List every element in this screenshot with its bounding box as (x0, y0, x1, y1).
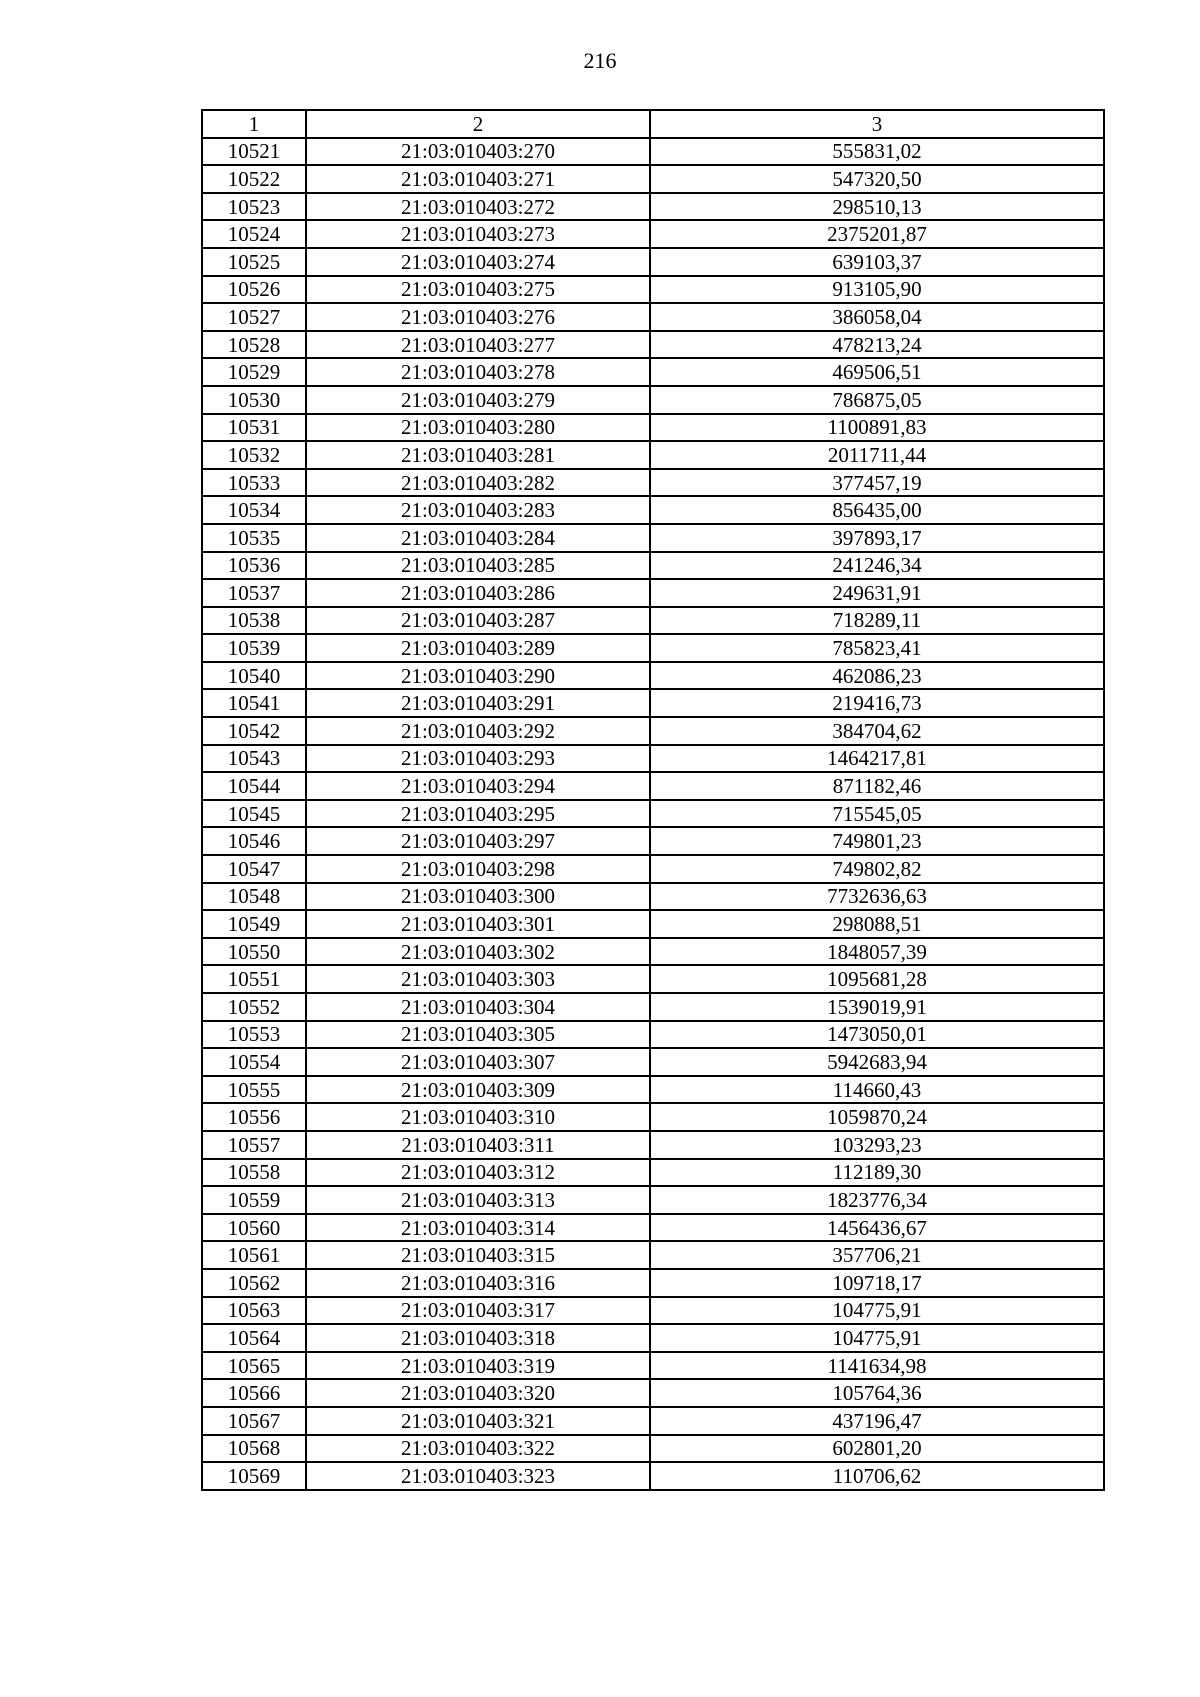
cadastral-number-cell: 21:03:010403:287 (306, 607, 650, 635)
cadastral-number-cell: 21:03:010403:279 (306, 386, 650, 414)
value-cell: 856435,00 (650, 496, 1104, 524)
row-number-cell: 10538 (202, 607, 306, 635)
cadastral-number-cell: 21:03:010403:270 (306, 138, 650, 166)
cadastral-number-cell: 21:03:010403:278 (306, 358, 650, 386)
table-row (202, 1297, 1104, 1325)
value-cell: 462086,23 (650, 662, 1104, 690)
cadastral-number-cell: 21:03:010403:281 (306, 441, 650, 469)
row-number-cell: 10556 (202, 1103, 306, 1131)
cadastral-number-cell: 21:03:010403:316 (306, 1269, 650, 1297)
table-row (202, 1324, 1104, 1352)
cadastral-number-cell: 21:03:010403:313 (306, 1186, 650, 1214)
row-number-cell: 10524 (202, 220, 306, 248)
table-row (202, 386, 1104, 414)
data-table (201, 109, 1105, 1491)
table-row (202, 248, 1104, 276)
value-cell: 104775,91 (650, 1297, 1104, 1325)
cadastral-number-cell: 21:03:010403:275 (306, 276, 650, 304)
table-row (202, 689, 1104, 717)
cadastral-number-cell: 21:03:010403:318 (306, 1324, 650, 1352)
table-row (202, 1048, 1104, 1076)
table-row (202, 1021, 1104, 1049)
value-cell: 715545,05 (650, 800, 1104, 828)
row-number-cell: 10549 (202, 910, 306, 938)
row-number-cell: 10539 (202, 634, 306, 662)
table-row (202, 634, 1104, 662)
cadastral-number-cell: 21:03:010403:317 (306, 1297, 650, 1325)
cadastral-number-cell: 21:03:010403:301 (306, 910, 650, 938)
table-row (202, 1214, 1104, 1242)
cadastral-number-cell: 21:03:010403:307 (306, 1048, 650, 1076)
table-row (202, 1352, 1104, 1380)
value-cell: 103293,23 (650, 1131, 1104, 1159)
column-header: 1 (202, 110, 306, 138)
value-cell: 7732636,63 (650, 883, 1104, 911)
row-number-cell: 10545 (202, 800, 306, 828)
table-row (202, 220, 1104, 248)
row-number-cell: 10551 (202, 965, 306, 993)
value-cell: 718289,11 (650, 607, 1104, 635)
table-row (202, 496, 1104, 524)
cadastral-number-cell: 21:03:010403:292 (306, 717, 650, 745)
row-number-cell: 10537 (202, 579, 306, 607)
value-cell: 1456436,67 (650, 1214, 1104, 1242)
row-number-cell: 10527 (202, 303, 306, 331)
table-row (202, 827, 1104, 855)
value-cell: 602801,20 (650, 1435, 1104, 1463)
value-cell: 1059870,24 (650, 1103, 1104, 1131)
table-row (202, 1159, 1104, 1187)
table-row (202, 938, 1104, 966)
cadastral-number-cell: 21:03:010403:312 (306, 1159, 650, 1187)
cadastral-number-cell: 21:03:010403:323 (306, 1462, 650, 1490)
cadastral-number-cell: 21:03:010403:286 (306, 579, 650, 607)
row-number-cell: 10566 (202, 1379, 306, 1407)
cadastral-number-cell: 21:03:010403:280 (306, 414, 650, 442)
cadastral-number-cell: 21:03:010403:309 (306, 1076, 650, 1104)
row-number-cell: 10568 (202, 1435, 306, 1463)
value-cell: 357706,21 (650, 1241, 1104, 1269)
row-number-cell: 10552 (202, 993, 306, 1021)
table-row (202, 469, 1104, 497)
table-row (202, 303, 1104, 331)
cadastral-number-cell: 21:03:010403:291 (306, 689, 650, 717)
value-cell: 104775,91 (650, 1324, 1104, 1352)
value-cell: 749802,82 (650, 855, 1104, 883)
table-row (202, 1131, 1104, 1159)
table-row (202, 745, 1104, 773)
column-header: 2 (306, 110, 650, 138)
value-cell: 1473050,01 (650, 1021, 1104, 1049)
value-cell: 786875,05 (650, 386, 1104, 414)
cadastral-number-cell: 21:03:010403:274 (306, 248, 650, 276)
row-number-cell: 10533 (202, 469, 306, 497)
row-number-cell: 10561 (202, 1241, 306, 1269)
value-cell: 437196,47 (650, 1407, 1104, 1435)
table-row (202, 1269, 1104, 1297)
row-number-cell: 10528 (202, 331, 306, 359)
row-number-cell: 10535 (202, 524, 306, 552)
row-number-cell: 10536 (202, 552, 306, 580)
row-number-cell: 10554 (202, 1048, 306, 1076)
value-cell: 1848057,39 (650, 938, 1104, 966)
table-row (202, 910, 1104, 938)
cadastral-number-cell: 21:03:010403:314 (306, 1214, 650, 1242)
cadastral-number-cell: 21:03:010403:320 (306, 1379, 650, 1407)
row-number-cell: 10543 (202, 745, 306, 773)
row-number-cell: 10522 (202, 165, 306, 193)
row-number-cell: 10542 (202, 717, 306, 745)
table-row (202, 1435, 1104, 1463)
table-row (202, 552, 1104, 580)
value-cell: 110706,62 (650, 1462, 1104, 1490)
table-row (202, 1103, 1104, 1131)
row-number-cell: 10547 (202, 855, 306, 883)
row-number-cell: 10534 (202, 496, 306, 524)
value-cell: 249631,91 (650, 579, 1104, 607)
row-number-cell: 10525 (202, 248, 306, 276)
value-cell: 241246,34 (650, 552, 1104, 580)
value-cell: 2011711,44 (650, 441, 1104, 469)
row-number-cell: 10553 (202, 1021, 306, 1049)
cadastral-number-cell: 21:03:010403:315 (306, 1241, 650, 1269)
cadastral-number-cell: 21:03:010403:304 (306, 993, 650, 1021)
value-cell: 547320,50 (650, 165, 1104, 193)
table-row (202, 662, 1104, 690)
row-number-cell: 10521 (202, 138, 306, 166)
row-number-cell: 10548 (202, 883, 306, 911)
value-cell: 112189,30 (650, 1159, 1104, 1187)
cadastral-number-cell: 21:03:010403:282 (306, 469, 650, 497)
table-row (202, 165, 1104, 193)
cadastral-number-cell: 21:03:010403:295 (306, 800, 650, 828)
row-number-cell: 10532 (202, 441, 306, 469)
table-row (202, 1076, 1104, 1104)
cadastral-number-cell: 21:03:010403:297 (306, 827, 650, 855)
table-row (202, 717, 1104, 745)
table-row (202, 965, 1104, 993)
value-cell: 469506,51 (650, 358, 1104, 386)
row-number-cell: 10559 (202, 1186, 306, 1214)
table-row (202, 1379, 1104, 1407)
value-cell: 105764,36 (650, 1379, 1104, 1407)
value-cell: 785823,41 (650, 634, 1104, 662)
row-number-cell: 10562 (202, 1269, 306, 1297)
value-cell: 1464217,81 (650, 745, 1104, 773)
cadastral-number-cell: 21:03:010403:305 (306, 1021, 650, 1049)
cadastral-number-cell: 21:03:010403:276 (306, 303, 650, 331)
value-cell: 114660,43 (650, 1076, 1104, 1104)
cadastral-number-cell: 21:03:010403:293 (306, 745, 650, 773)
table-row (202, 193, 1104, 221)
row-number-cell: 10529 (202, 358, 306, 386)
row-number-cell: 10555 (202, 1076, 306, 1104)
value-cell: 5942683,94 (650, 1048, 1104, 1076)
cadastral-number-cell: 21:03:010403:271 (306, 165, 650, 193)
table-row (202, 883, 1104, 911)
cadastral-number-cell: 21:03:010403:322 (306, 1435, 650, 1463)
table-row (202, 1462, 1104, 1490)
row-number-cell: 10569 (202, 1462, 306, 1490)
cadastral-number-cell: 21:03:010403:285 (306, 552, 650, 580)
page-number: 216 (583, 48, 617, 73)
value-cell: 384704,62 (650, 717, 1104, 745)
value-cell: 478213,24 (650, 331, 1104, 359)
row-number-cell: 10563 (202, 1297, 306, 1325)
value-cell: 377457,19 (650, 469, 1104, 497)
value-cell: 219416,73 (650, 689, 1104, 717)
cadastral-number-cell: 21:03:010403:310 (306, 1103, 650, 1131)
value-cell: 1141634,98 (650, 1352, 1104, 1380)
table-row (202, 1186, 1104, 1214)
value-cell: 298510,13 (650, 193, 1104, 221)
table-row (202, 524, 1104, 552)
table-body (202, 138, 1104, 1490)
value-cell: 913105,90 (650, 276, 1104, 304)
table-row (202, 800, 1104, 828)
table-row (202, 855, 1104, 883)
row-number-cell: 10523 (202, 193, 306, 221)
cadastral-number-cell: 21:03:010403:321 (306, 1407, 650, 1435)
row-number-cell: 10567 (202, 1407, 306, 1435)
row-number-cell: 10546 (202, 827, 306, 855)
table-row (202, 1241, 1104, 1269)
row-number-cell: 10541 (202, 689, 306, 717)
value-cell: 639103,37 (650, 248, 1104, 276)
table-row (202, 331, 1104, 359)
row-number-cell: 10526 (202, 276, 306, 304)
value-cell: 2375201,87 (650, 220, 1104, 248)
cadastral-number-cell: 21:03:010403:311 (306, 1131, 650, 1159)
table-row (202, 441, 1104, 469)
column-header: 3 (650, 110, 1104, 138)
value-cell: 298088,51 (650, 910, 1104, 938)
cadastral-number-cell: 21:03:010403:298 (306, 855, 650, 883)
table-row (202, 358, 1104, 386)
cadastral-number-cell: 21:03:010403:294 (306, 772, 650, 800)
row-number-cell: 10531 (202, 414, 306, 442)
row-number-cell: 10550 (202, 938, 306, 966)
cadastral-number-cell: 21:03:010403:302 (306, 938, 650, 966)
table-row (202, 772, 1104, 800)
cadastral-number-cell: 21:03:010403:303 (306, 965, 650, 993)
cadastral-number-cell: 21:03:010403:277 (306, 331, 650, 359)
value-cell: 871182,46 (650, 772, 1104, 800)
value-cell: 1823776,34 (650, 1186, 1104, 1214)
cadastral-number-cell: 21:03:010403:290 (306, 662, 650, 690)
value-cell: 1100891,83 (650, 414, 1104, 442)
value-cell: 555831,02 (650, 138, 1104, 166)
cadastral-number-cell: 21:03:010403:284 (306, 524, 650, 552)
value-cell: 749801,23 (650, 827, 1104, 855)
cadastral-number-cell: 21:03:010403:272 (306, 193, 650, 221)
value-cell: 397893,17 (650, 524, 1104, 552)
cadastral-number-cell: 21:03:010403:289 (306, 634, 650, 662)
cadastral-number-cell: 21:03:010403:319 (306, 1352, 650, 1380)
row-number-cell: 10560 (202, 1214, 306, 1242)
row-number-cell: 10544 (202, 772, 306, 800)
row-number-cell: 10530 (202, 386, 306, 414)
table-row (202, 276, 1104, 304)
value-cell: 1095681,28 (650, 965, 1104, 993)
table-row (202, 138, 1104, 166)
cadastral-number-cell: 21:03:010403:300 (306, 883, 650, 911)
value-cell: 1539019,91 (650, 993, 1104, 1021)
value-cell: 109718,17 (650, 1269, 1104, 1297)
table-header-row (202, 110, 1104, 138)
row-number-cell: 10540 (202, 662, 306, 690)
value-cell: 386058,04 (650, 303, 1104, 331)
table-row (202, 414, 1104, 442)
table-row (202, 1407, 1104, 1435)
row-number-cell: 10557 (202, 1131, 306, 1159)
cadastral-number-cell: 21:03:010403:273 (306, 220, 650, 248)
row-number-cell: 10565 (202, 1352, 306, 1380)
table-row (202, 579, 1104, 607)
table-row (202, 993, 1104, 1021)
row-number-cell: 10564 (202, 1324, 306, 1352)
table-row (202, 607, 1104, 635)
cadastral-number-cell: 21:03:010403:283 (306, 496, 650, 524)
row-number-cell: 10558 (202, 1159, 306, 1187)
